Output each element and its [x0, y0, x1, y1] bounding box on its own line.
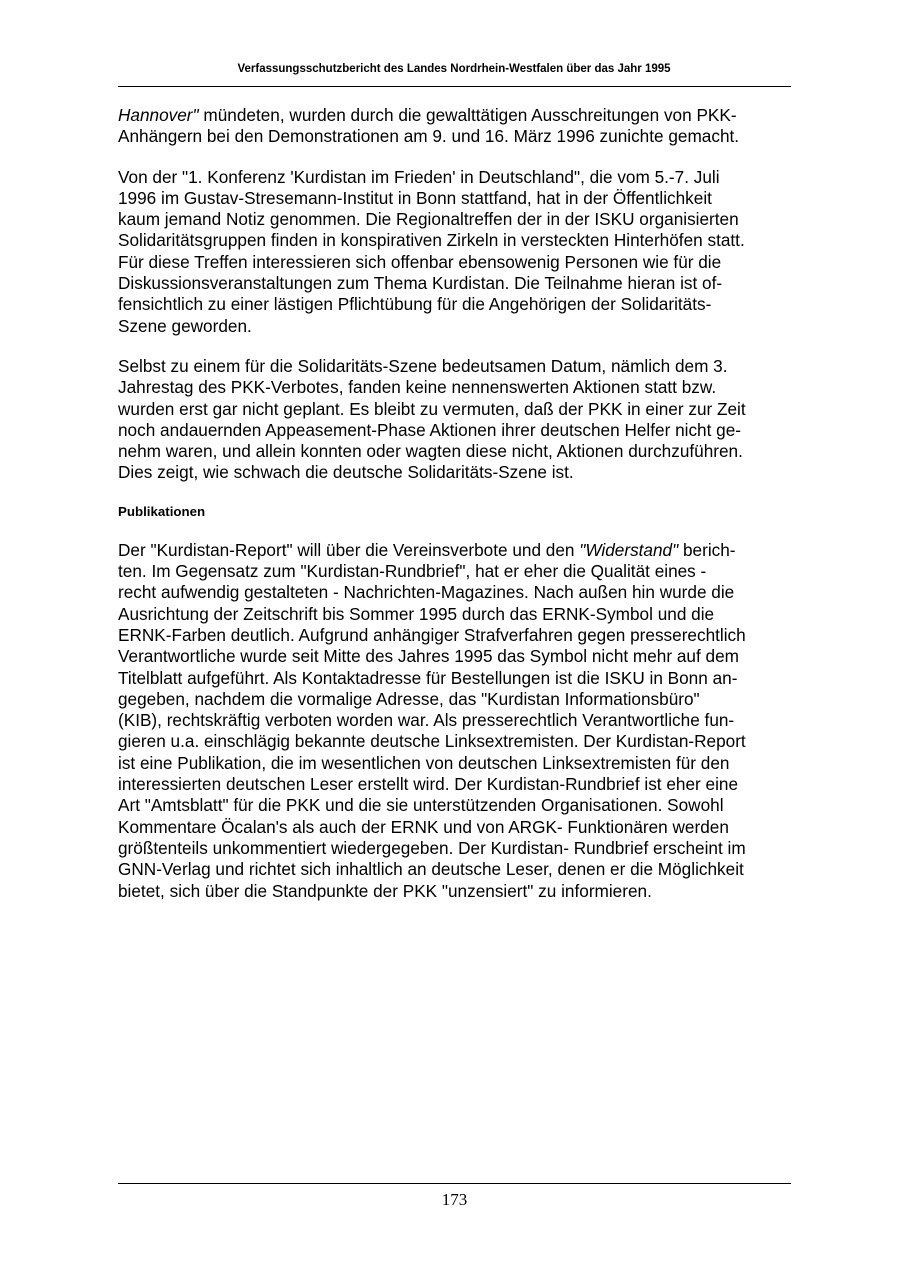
text-segment: recht aufwendig gestalteten - Nachrichten-Magazines. Nach außen hin wurde die	[118, 582, 735, 603]
text-line	[118, 604, 790, 625]
text-line	[118, 441, 790, 462]
text-line	[118, 399, 790, 420]
text-segment: Art "Amtsblatt" für die PKK und die sie unterstützenden Organisationen. Sowohl	[118, 795, 724, 816]
text-line	[118, 582, 790, 603]
text-line	[118, 377, 790, 398]
text-line	[118, 838, 790, 859]
text-segment: Der "Kurdistan-Report" will über die Vereinsverbote und den	[118, 539, 580, 560]
footer-divider	[118, 1183, 791, 1184]
text-segment: Kommentare Öcalan's als auch der ERNK und von ARGK- Funktionären werden	[118, 816, 729, 837]
paragraph	[118, 167, 790, 337]
text-line	[118, 252, 790, 273]
running-header-title: Verfassungsschutzbericht des Landes Nordrhein-Westfalen über das Jahr 1995	[237, 63, 671, 75]
text-line	[118, 105, 790, 126]
text-line	[118, 668, 790, 689]
text-line	[118, 273, 790, 294]
text-line	[118, 209, 790, 230]
text-segment: mündeten, wurden durch die gewalttätigen Ausschreitungen von PKK-	[198, 105, 737, 125]
text-segment: ist eine Publikation, die im wesentlichen von deutschen Linksextremisten für den	[118, 752, 730, 773]
text-segment: Verantwortliche wurde seit Mitte des Jahres 1995 das Symbol nicht mehr auf dem	[118, 646, 739, 667]
text-line	[118, 625, 790, 646]
text-segment: Titelblatt aufgeführt. Als Kontaktadresse für Bestellungen ist die ISKU in Bonn an-	[118, 667, 738, 688]
text-segment: gegeben, nachdem die vormalige Adresse, das "Kurdistan Informationsbüro"	[118, 688, 700, 709]
text-segment: Für diese Treffen interessieren sich offenbar ebensowenig Personen wie für die	[118, 251, 722, 272]
text-segment: Dies zeigt, wie schwach die deutsche Solidaritäts-Szene ist.	[118, 462, 574, 483]
italic-text: "Widerstand"	[579, 539, 679, 560]
text-segment: GNN-Verlag und richtet sich inhaltlich an deutsche Leser, denen er die Möglichkeit	[118, 859, 744, 880]
text-line	[118, 167, 790, 188]
text-segment: bietet, sich über die Standpunkte der PKK "unzensiert" zu informieren.	[118, 880, 652, 901]
page-body	[118, 105, 790, 921]
text-line	[118, 294, 790, 315]
text-segment: Szene geworden.	[118, 315, 252, 336]
text-segment: Ausrichtung der Zeitschrift bis Sommer 1995 durch das ERNK-Symbol und die	[118, 603, 715, 624]
text-line	[118, 420, 790, 441]
paragraph	[118, 105, 790, 148]
text-segment: nehm waren, und allein konnten oder wagten diese nicht, Aktionen durchzuführen.	[118, 441, 743, 462]
text-segment: ERNK-Farben deutlich. Aufgrund anhängiger Strafverfahren gegen presserechtlich	[118, 624, 746, 645]
text-line	[118, 710, 790, 731]
text-segment: Solidaritätsgruppen finden in konspirativen Zirkeln in versteckten Hinterhöfen statt.	[118, 230, 745, 251]
text-line	[118, 689, 790, 710]
text-segment: Selbst zu einem für die Solidaritäts-Szene bedeutsamen Datum, nämlich dem 3.	[118, 355, 728, 376]
text-segment: größtenteils unkommentiert wiedergegeben. Der Kurdistan- Rundbrief erscheint im	[118, 837, 746, 858]
text-line	[118, 316, 790, 337]
text-line	[118, 356, 790, 377]
page-number: 173	[441, 1190, 468, 1209]
text-line	[118, 188, 790, 209]
text-segment: noch andauernden Appeasement-Phase Aktionen ihrer deutschen Helfer nicht ge-	[118, 419, 741, 440]
text-line	[118, 561, 790, 582]
italic-text: Hannover"	[118, 105, 199, 125]
text-segment: wurden erst gar nicht geplant. Es bleibt zu vermuten, daß der PKK in einer zur Zeit	[118, 398, 746, 419]
text-segment: Von der "1. Konferenz 'Kurdistan im Frieden' in Deutschland", die vom 5.-7. Juli	[118, 166, 720, 187]
section-heading-publikationen: Publikationen	[118, 503, 206, 519]
text-line	[118, 230, 790, 251]
text-segment: fensichtlich zu einer lästigen Pflichtübung für die Angehörigen der Solidaritäts-	[118, 294, 712, 315]
text-line	[118, 795, 790, 816]
text-segment: interessierten deutschen Leser erstellt wird. Der Kurdistan-Rundbrief ist eher eine	[118, 774, 739, 795]
paragraph	[118, 356, 790, 484]
text-segment: kaum jemand Notiz genommen. Die Regionaltreffen der in der ISKU organisierten	[118, 209, 739, 230]
text-line	[118, 731, 790, 752]
text-segment: 1996 im Gustav-Stresemann-Institut in Bonn stattfand, hat in der Öffentlichkeit	[118, 187, 712, 208]
text-line	[118, 646, 790, 667]
text-segment: ten. Im Gegensatz zum "Kurdistan-Rundbrief", hat er eher die Qualität eines -	[118, 561, 707, 582]
text-segment: (KIB), rechtskräftig verboten worden war. Als presserechtlich Verantwortliche fun-	[118, 710, 735, 731]
text-line	[118, 126, 790, 147]
text-segment: Diskussionsveranstaltungen zum Thema Kurdistan. Die Teilnahme hieran ist of-	[118, 273, 723, 294]
text-line	[118, 859, 790, 880]
text-line	[118, 540, 790, 561]
text-segment: gieren u.a. einschlägig bekannte deutsche Linksextremisten. Der Kurdistan-Report	[118, 731, 746, 752]
text-line	[118, 753, 790, 774]
text-segment: Jahrestag des PKK-Verbotes, fanden keine nennenswerten Aktionen statt bzw.	[118, 377, 717, 398]
intro-paragraphs	[118, 105, 790, 484]
text-line	[118, 817, 790, 838]
paragraph	[118, 540, 790, 902]
text-line	[118, 881, 790, 902]
text-line	[118, 462, 790, 483]
text-line	[118, 774, 790, 795]
text-segment: Anhängern bei den Demonstrationen am 9. und 16. März 1996 zunichte gemacht.	[118, 126, 740, 147]
header-divider	[118, 86, 791, 87]
publikationen-paragraphs	[118, 540, 790, 902]
text-segment: berich-	[678, 539, 736, 560]
